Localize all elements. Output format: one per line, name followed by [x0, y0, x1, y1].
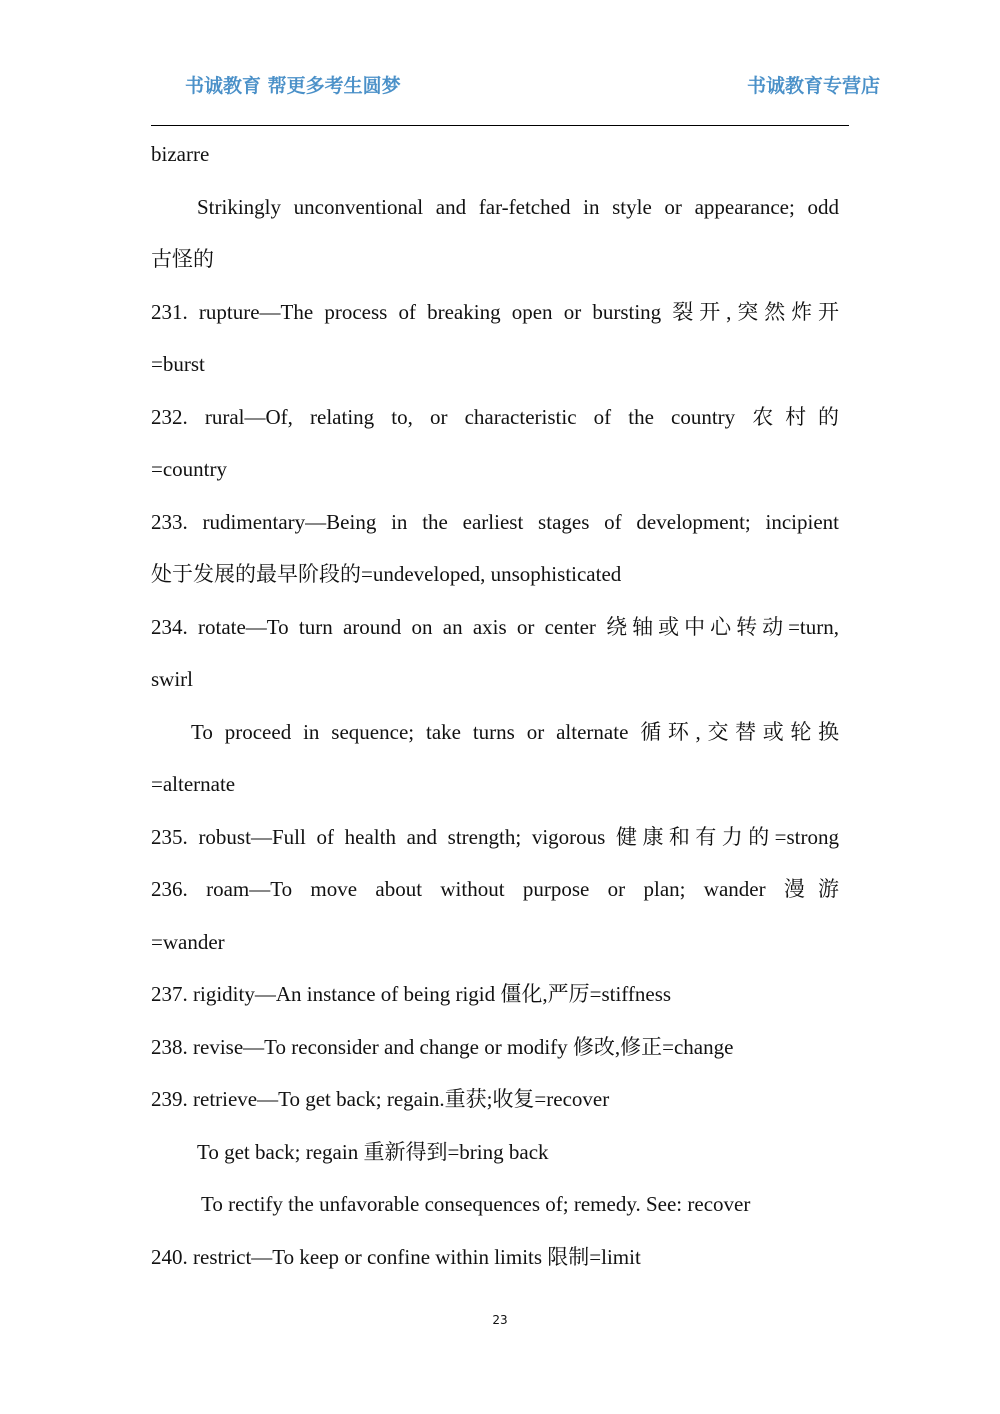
- entry-line: 239. retrieve—To get back; regain.重获;收复=recover: [151, 1087, 610, 1111]
- entry-line: 236. roam—To move about without purpose or plan; wander 漫游: [151, 877, 839, 901]
- entry-line: To rectify the unfavorable consequences of; remedy. See: recover: [201, 1192, 751, 1216]
- entry-line: 处于发展的最早阶段的=undeveloped, unsophisticated: [151, 562, 622, 586]
- document-body: [151, 128, 839, 1283]
- entry-line: 231. rupture—The process of breaking open or bursting 裂开,突然炸开: [151, 299, 839, 324]
- page-number: 23: [492, 1313, 508, 1327]
- entry-line: bizarre: [151, 142, 210, 166]
- entry-line: swirl: [151, 667, 193, 691]
- entry-line: =country: [151, 457, 227, 481]
- entry-line: 238. revise—To reconsider and change or modify 修改,修正=change: [151, 1034, 734, 1059]
- entry-line: 234. rotate—To turn around on an axis or center 绕轴或中心转动=turn,: [151, 614, 839, 639]
- entry-line: =wander: [151, 929, 225, 954]
- entry-line: 古怪的: [151, 247, 214, 271]
- entry-line: 233. rudimentary—Being in the earliest stages of development; incipient: [151, 509, 839, 534]
- entry-line: 235. robust—Full of health and strength; vigorous 健康和有力的=strong: [151, 824, 839, 849]
- header-right-store: 书诚教育专营店: [746, 75, 880, 97]
- entry-line: =alternate: [151, 772, 236, 796]
- entry-line: 237. rigidity—An instance of being rigid 僵化,严厉=stiffness: [151, 982, 672, 1006]
- entry-line: To get back; regain 重新得到=bring back: [197, 1139, 549, 1164]
- header-divider: [151, 125, 849, 126]
- entry-line: 232. rural—Of, relating to, or characteristic of the country 农村的: [151, 404, 839, 429]
- entry-line: Strikingly unconventional and far-fetched in style or appearance; odd: [197, 194, 839, 219]
- entry-line: =burst: [151, 352, 205, 376]
- header-left-slogan: 书诚教育 帮更多考生圆梦: [185, 75, 401, 97]
- entry-line: To proceed in sequence; take turns or alternate 循环,交替或轮换: [191, 719, 839, 744]
- entry-line: 240. restrict—To keep or confine within limits 限制=limit: [151, 1244, 641, 1269]
